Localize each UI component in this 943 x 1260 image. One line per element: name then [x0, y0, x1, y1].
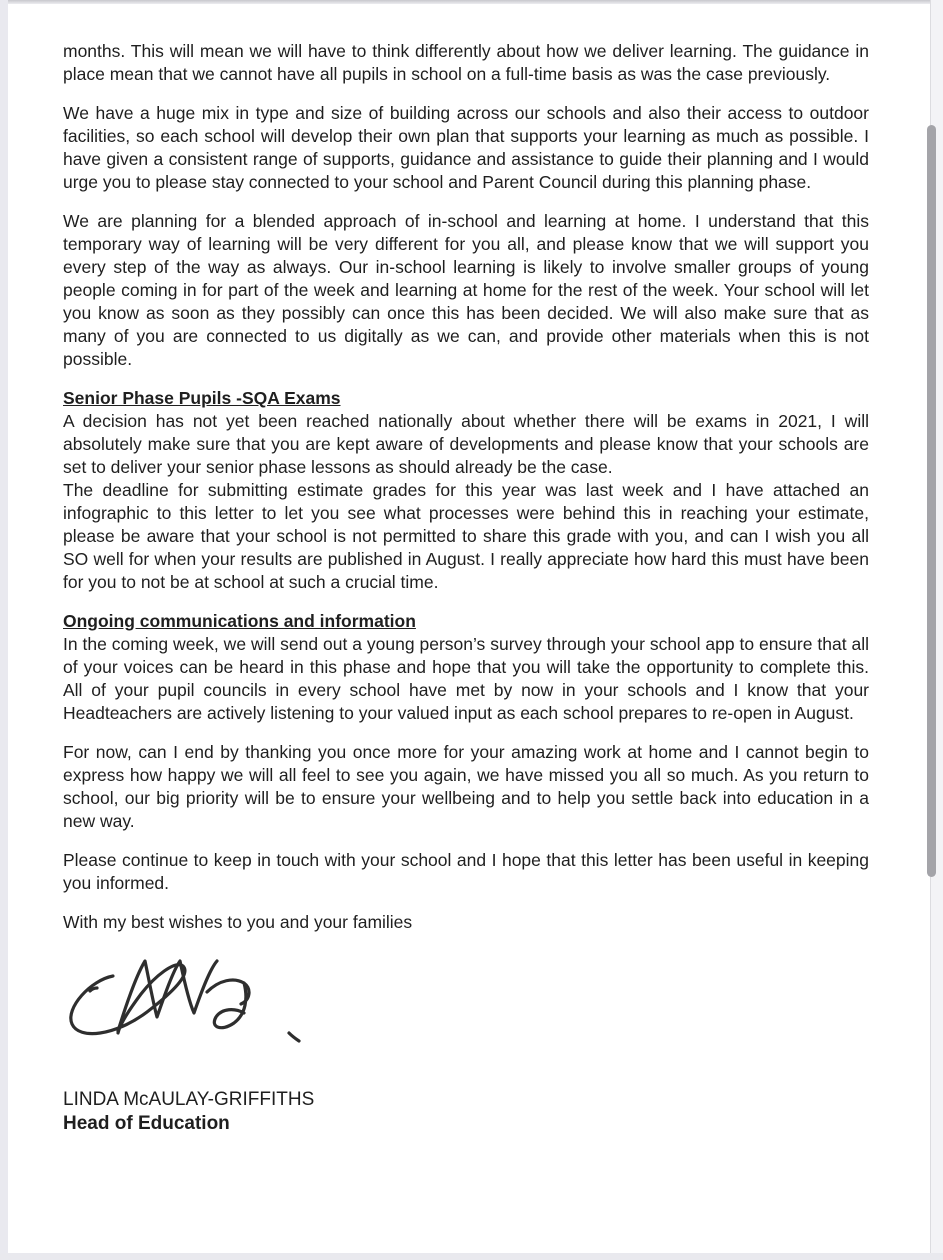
paragraph-thanks: For now, can I end by thanking you once more for your amazing work at home and I cannot begin to express how happy we will all feel to see you again, we have missed you all so much. As you return to school, our big priority will be to ensure your wellbeing and to help you settle back into education in a new way. [63, 742, 869, 831]
paragraph-sqa-deadline: The deadline for submitting estimate grades for this year was last week and I have attached an infographic to this letter to let you see what processes were behind this in reaching your estimate, please be aware that your school is not permitted to share this grade with you, and can I wish you all SO well for when your results are published in August. I really appreciate how hard this must have been for you to not be at school at such a crucial time. [63, 480, 869, 592]
scrollbar-thumb[interactable] [927, 125, 936, 877]
paragraph-buildings: We have a huge mix in type and size of building across our schools and also their access to outdoor facilities, so each school will develop their own plan that supports your learning as much as possible. I have given a consistent range of supports, guidance and assistance to guide their planning and I would urge you to please stay connected to your school and Parent Council during this planning phase. [63, 103, 869, 192]
heading-ongoing-communications: Ongoing communications and information [63, 611, 416, 631]
signature-stroke-tick-right [289, 1033, 299, 1041]
page-separator-bottom [0, 1253, 943, 1260]
signature-image [57, 950, 327, 1050]
paragraph-blended-learning: We are planning for a blended approach of in-school and learning at home. I understand that this temporary way of learning will be very different for you all, and please know that we will support you every step of the way as always. Our in-school learning is likely to involve smaller groups of young people coming in for part of the week and learning at home for the rest of the week. Your school will let you know as soon as they possibly can once this has been decided. We will also make sure that as many of you are connected to us digitally as we can, and provide other materials when this is not possible. [63, 211, 869, 369]
paragraph-sqa-decision: A decision has not yet been reached nationally about whether there will be exams in 2021, I will absolutely make sure that you are kept aware of developments and please know that your schools are set to deliver your senior phase lessons as should already be the case. [63, 411, 869, 477]
sender-title: Head of Education [63, 1113, 230, 1134]
paragraph-keep-in-touch: Please continue to keep in touch with your school and I hope that this letter has been useful in keeping you informed. [63, 850, 869, 893]
sender-name: LINDA McAULAY-GRIFFITHS [63, 1089, 315, 1110]
paragraph-intro: months. This will mean we will have to think differently about how we deliver learning. The guidance in place mean that we cannot have all pupils in school on a full-time basis as was the case previously. [63, 41, 869, 84]
signature-stroke-h-tail [207, 980, 249, 1028]
heading-sqa-exams: Senior Phase Pupils -SQA Exams [63, 388, 341, 408]
viewer-left-gutter [0, 0, 8, 1260]
page-separator-top [8, 0, 930, 4]
signature-stroke-dot-left [90, 988, 97, 991]
signoff-line: With my best wishes to you and your families [63, 912, 413, 932]
paragraph-communications: In the coming week, we will send out a young person’s survey through your school app to ensure that all of your voices can be heard in this phase and hope that you will take the opportunity to complete this. All of your pupil councils in every school have met by now in your schools and I know that your Headteachers are actively listening to your valued input as each school prepares to re-open in August. [63, 634, 869, 723]
letter-page [63, 40, 869, 1136]
